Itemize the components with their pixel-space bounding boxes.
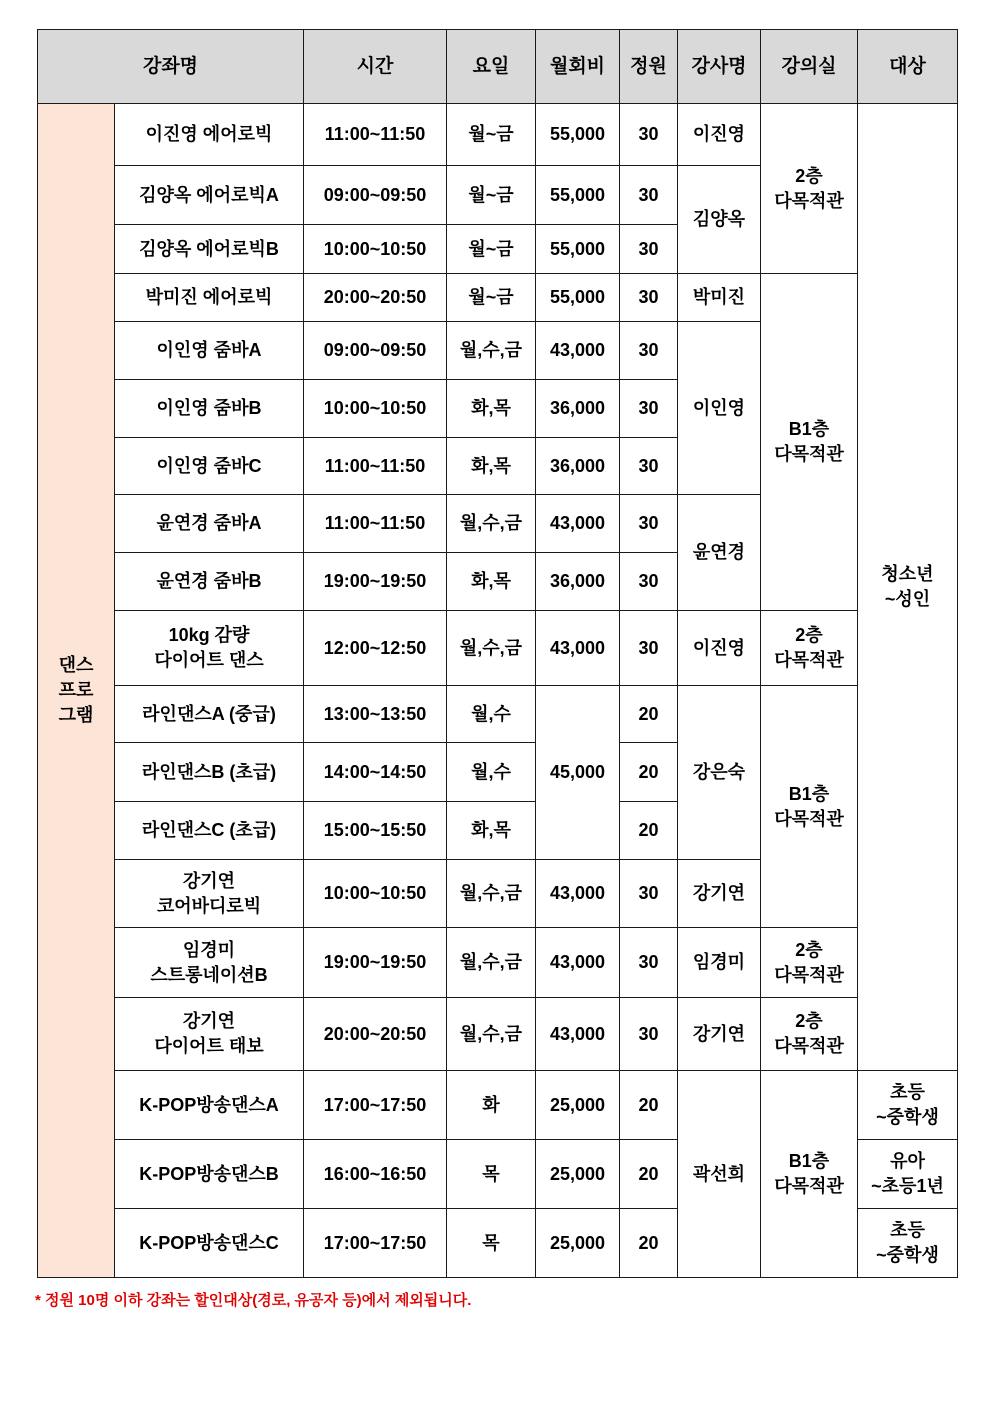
- course-name-cell: 10kg 감량 다이어트 댄스: [115, 611, 304, 686]
- fee-cell: 25,000: [536, 1071, 620, 1140]
- table-row: [38, 1071, 958, 1140]
- instructor-cell: 곽선희: [678, 1071, 761, 1278]
- instructor-cell: 강기연: [678, 998, 761, 1071]
- capacity-cell: 20: [620, 743, 678, 802]
- time-cell: 10:00~10:50: [304, 380, 447, 438]
- time-cell: 17:00~17:50: [304, 1071, 447, 1140]
- capacity-cell: 20: [620, 802, 678, 860]
- course-name-cell: 강기연 다이어트 태보: [115, 998, 304, 1071]
- fee-cell: 55,000: [536, 225, 620, 274]
- capacity-cell: 30: [620, 553, 678, 611]
- category-cell: 댄스 프로 그램: [38, 104, 115, 1278]
- days-cell: 월,수,금: [447, 860, 536, 928]
- time-cell: 15:00~15:50: [304, 802, 447, 860]
- course-name-cell: 라인댄스A (중급): [115, 686, 304, 743]
- time-cell: 13:00~13:50: [304, 686, 447, 743]
- days-cell: 목: [447, 1209, 536, 1278]
- course-name-cell: K-POP방송댄스B: [115, 1140, 304, 1209]
- instructor-cell: 이진영: [678, 611, 761, 686]
- capacity-cell: 30: [620, 380, 678, 438]
- course-name-cell: 라인댄스C (초급): [115, 802, 304, 860]
- target-cell: 유아 ~초등1년: [858, 1140, 958, 1209]
- fee-cell: 43,000: [536, 928, 620, 998]
- time-cell: 09:00~09:50: [304, 166, 447, 225]
- table-row: [38, 104, 958, 166]
- room-cell: B1층 다목적관: [761, 686, 858, 928]
- fee-cell: 25,000: [536, 1209, 620, 1278]
- header-course: 강좌명: [38, 30, 304, 104]
- course-name-cell: 강기연 코어바디로빅: [115, 860, 304, 928]
- fee-cell: 43,000: [536, 611, 620, 686]
- time-cell: 12:00~12:50: [304, 611, 447, 686]
- course-name-cell: 윤연경 줌바A: [115, 495, 304, 553]
- header-row: [38, 30, 958, 104]
- capacity-cell: 20: [620, 686, 678, 743]
- course-name-cell: K-POP방송댄스C: [115, 1209, 304, 1278]
- header-capacity: 정원: [620, 30, 678, 104]
- time-cell: 19:00~19:50: [304, 928, 447, 998]
- capacity-cell: 30: [620, 495, 678, 553]
- instructor-cell: 임경미: [678, 928, 761, 998]
- capacity-cell: 30: [620, 104, 678, 166]
- room-cell: 2층 다목적관: [761, 998, 858, 1071]
- capacity-cell: 30: [620, 225, 678, 274]
- days-cell: 월,수,금: [447, 495, 536, 553]
- fee-cell: 55,000: [536, 104, 620, 166]
- capacity-cell: 30: [620, 274, 678, 322]
- target-cell: 초등 ~중학생: [858, 1209, 958, 1278]
- days-cell: 화: [447, 1071, 536, 1140]
- fee-cell: 43,000: [536, 495, 620, 553]
- days-cell: 화,목: [447, 802, 536, 860]
- capacity-cell: 20: [620, 1140, 678, 1209]
- capacity-cell: 20: [620, 1071, 678, 1140]
- fee-cell: 55,000: [536, 166, 620, 225]
- table-row: [38, 274, 958, 322]
- room-cell: 2층 다목적관: [761, 928, 858, 998]
- course-name-cell: 이인영 줌바C: [115, 438, 304, 495]
- time-cell: 10:00~10:50: [304, 225, 447, 274]
- time-cell: 20:00~20:50: [304, 274, 447, 322]
- table-row: [38, 686, 958, 743]
- capacity-cell: 30: [620, 928, 678, 998]
- table-row: [38, 928, 958, 998]
- time-cell: 10:00~10:50: [304, 860, 447, 928]
- fee-cell: 43,000: [536, 998, 620, 1071]
- instructor-cell: 박미진: [678, 274, 761, 322]
- capacity-cell: 30: [620, 166, 678, 225]
- target-cell: 초등 ~중학생: [858, 1071, 958, 1140]
- days-cell: 화,목: [447, 438, 536, 495]
- time-cell: 11:00~11:50: [304, 104, 447, 166]
- days-cell: 월,수: [447, 743, 536, 802]
- days-cell: 월~금: [447, 104, 536, 166]
- instructor-cell: 김양옥: [678, 166, 761, 274]
- time-cell: 20:00~20:50: [304, 998, 447, 1071]
- capacity-cell: 30: [620, 322, 678, 380]
- fee-cell: 36,000: [536, 380, 620, 438]
- time-cell: 11:00~11:50: [304, 495, 447, 553]
- instructor-cell: 이인영: [678, 322, 761, 495]
- room-cell: 2층 다목적관: [761, 104, 858, 274]
- instructor-cell: 이진영: [678, 104, 761, 166]
- room-cell: B1층 다목적관: [761, 1071, 858, 1278]
- fee-cell: 43,000: [536, 860, 620, 928]
- days-cell: 월~금: [447, 274, 536, 322]
- fee-cell: 45,000: [536, 686, 620, 860]
- days-cell: 월,수: [447, 686, 536, 743]
- days-cell: 월~금: [447, 166, 536, 225]
- days-cell: 화,목: [447, 553, 536, 611]
- time-cell: 11:00~11:50: [304, 438, 447, 495]
- header-time: 시간: [304, 30, 447, 104]
- course-name-cell: 임경미 스트롱네이션B: [115, 928, 304, 998]
- course-name-cell: K-POP방송댄스A: [115, 1071, 304, 1140]
- fee-cell: 55,000: [536, 274, 620, 322]
- days-cell: 월~금: [447, 225, 536, 274]
- header-room: 강의실: [761, 30, 858, 104]
- table-row: [38, 998, 958, 1071]
- course-name-cell: 라인댄스B (초급): [115, 743, 304, 802]
- days-cell: 월,수,금: [447, 322, 536, 380]
- target-cell: 청소년 ~성인: [858, 104, 958, 1071]
- discount-exclusion-note: * 정원 10명 이하 강좌는 할인대상(경로, 유공자 등)에서 제외됩니다.: [35, 1292, 472, 1309]
- time-cell: 09:00~09:50: [304, 322, 447, 380]
- time-cell: 19:00~19:50: [304, 553, 447, 611]
- dance-program-schedule-table: [37, 29, 958, 1278]
- fee-cell: 43,000: [536, 322, 620, 380]
- course-name-cell: 이진영 에어로빅: [115, 104, 304, 166]
- days-cell: 월,수,금: [447, 928, 536, 998]
- instructor-cell: 강기연: [678, 860, 761, 928]
- capacity-cell: 30: [620, 998, 678, 1071]
- fee-cell: 36,000: [536, 553, 620, 611]
- capacity-cell: 20: [620, 1209, 678, 1278]
- table-row: [38, 611, 958, 686]
- instructor-cell: 강은숙: [678, 686, 761, 860]
- time-cell: 16:00~16:50: [304, 1140, 447, 1209]
- time-cell: 17:00~17:50: [304, 1209, 447, 1278]
- capacity-cell: 30: [620, 611, 678, 686]
- days-cell: 월,수,금: [447, 611, 536, 686]
- capacity-cell: 30: [620, 438, 678, 495]
- course-name-cell: 이인영 줌바A: [115, 322, 304, 380]
- fee-cell: 36,000: [536, 438, 620, 495]
- course-name-cell: 김양옥 에어로빅B: [115, 225, 304, 274]
- header-target: 대상: [858, 30, 958, 104]
- room-cell: B1층 다목적관: [761, 274, 858, 611]
- header-days: 요일: [447, 30, 536, 104]
- course-name-cell: 윤연경 줌바B: [115, 553, 304, 611]
- header-instructor: 강사명: [678, 30, 761, 104]
- days-cell: 화,목: [447, 380, 536, 438]
- course-name-cell: 김양옥 에어로빅A: [115, 166, 304, 225]
- header-fee: 월회비: [536, 30, 620, 104]
- course-name-cell: 이인영 줌바B: [115, 380, 304, 438]
- fee-cell: 25,000: [536, 1140, 620, 1209]
- days-cell: 목: [447, 1140, 536, 1209]
- days-cell: 월,수,금: [447, 998, 536, 1071]
- course-name-cell: 박미진 에어로빅: [115, 274, 304, 322]
- instructor-cell: 윤연경: [678, 495, 761, 611]
- time-cell: 14:00~14:50: [304, 743, 447, 802]
- room-cell: 2층 다목적관: [761, 611, 858, 686]
- capacity-cell: 30: [620, 860, 678, 928]
